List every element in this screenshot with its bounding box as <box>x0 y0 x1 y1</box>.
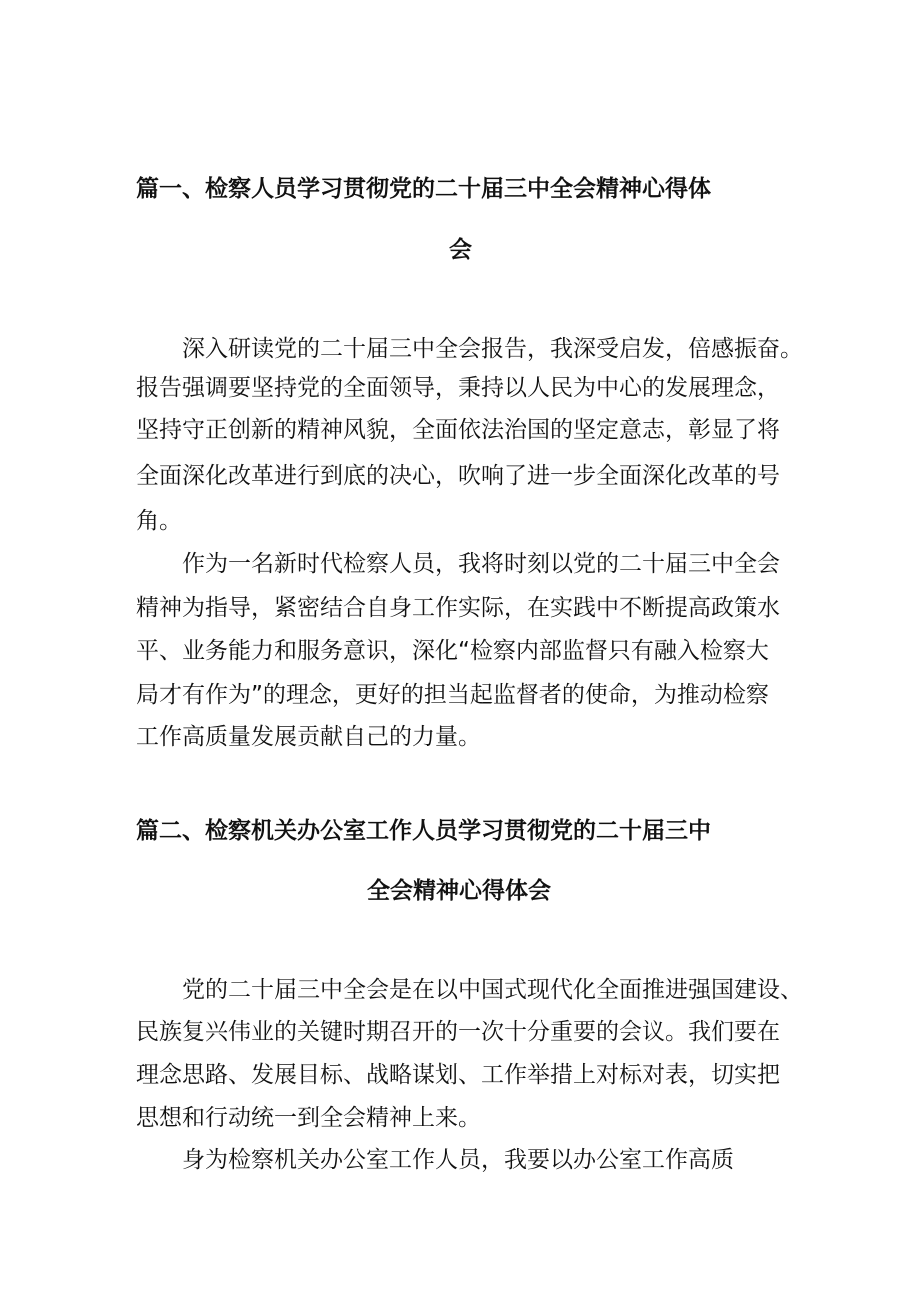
section-1-paragraph-line: 精神为指导，紧密结合自身工作实际，在实践中不断提高政策水 <box>136 595 780 621</box>
section-1-paragraph-line: 全面深化改革进行到底的决心，吹响了进一步全面深化改革的号 <box>136 463 780 489</box>
section-1-paragraph-line: 坚持守正创新的精神风貌，全面依法治国的坚定意志，彰显了将 <box>136 417 780 443</box>
section-1-paragraph-line: 报告强调要坚持党的全面领导，秉持以人民为中心的发展理念， <box>136 375 780 401</box>
section-2-paragraph-line: 民族复兴伟业的关键时期召开的一次十分重要的会议。我们要在 <box>136 1019 780 1045</box>
section-2-title-line-2: 全会精神心得体会 <box>367 878 551 904</box>
section-1-paragraph-line: 角。 <box>136 508 182 534</box>
section-2-paragraph-line: 思想和行动统一到全会精神上来。 <box>136 1105 481 1131</box>
section-1-paragraph-line: 平、业务能力和服务意识，深化“检察内部监督只有融入检察大 <box>136 638 769 664</box>
section-2-paragraph-line: 党的二十届三中全会是在以中国式现代化全面推进强国建设、 <box>182 977 803 1003</box>
section-2-paragraph-line: 身为检察机关办公室工作人员，我要以办公室工作高质 <box>182 1147 734 1173</box>
section-1-title-line-1: 篇一、检察人员学习贯彻党的二十届三中全会精神心得体 <box>136 176 711 202</box>
section-1-paragraph-line: 局才有作为”的理念，更好的担当起监督者的使命，为推动检察 <box>136 682 769 708</box>
section-1-title-line-2: 会 <box>449 237 472 263</box>
section-1-paragraph-line: 深入研读党的二十届三中全会报告，我深受启发，倍感振奋。 <box>182 336 803 362</box>
section-2-paragraph-line: 理念思路、发展目标、战略谋划、工作举措上对标对表，切实把 <box>136 1062 780 1088</box>
section-2-title-line-1: 篇二、检察机关办公室工作人员学习贯彻党的二十届三中 <box>136 818 711 844</box>
section-1-paragraph-line: 工作高质量发展贡献自己的力量。 <box>136 724 481 750</box>
section-1-paragraph-line: 作为一名新时代检察人员，我将时刻以党的二十届三中全会 <box>182 551 780 577</box>
